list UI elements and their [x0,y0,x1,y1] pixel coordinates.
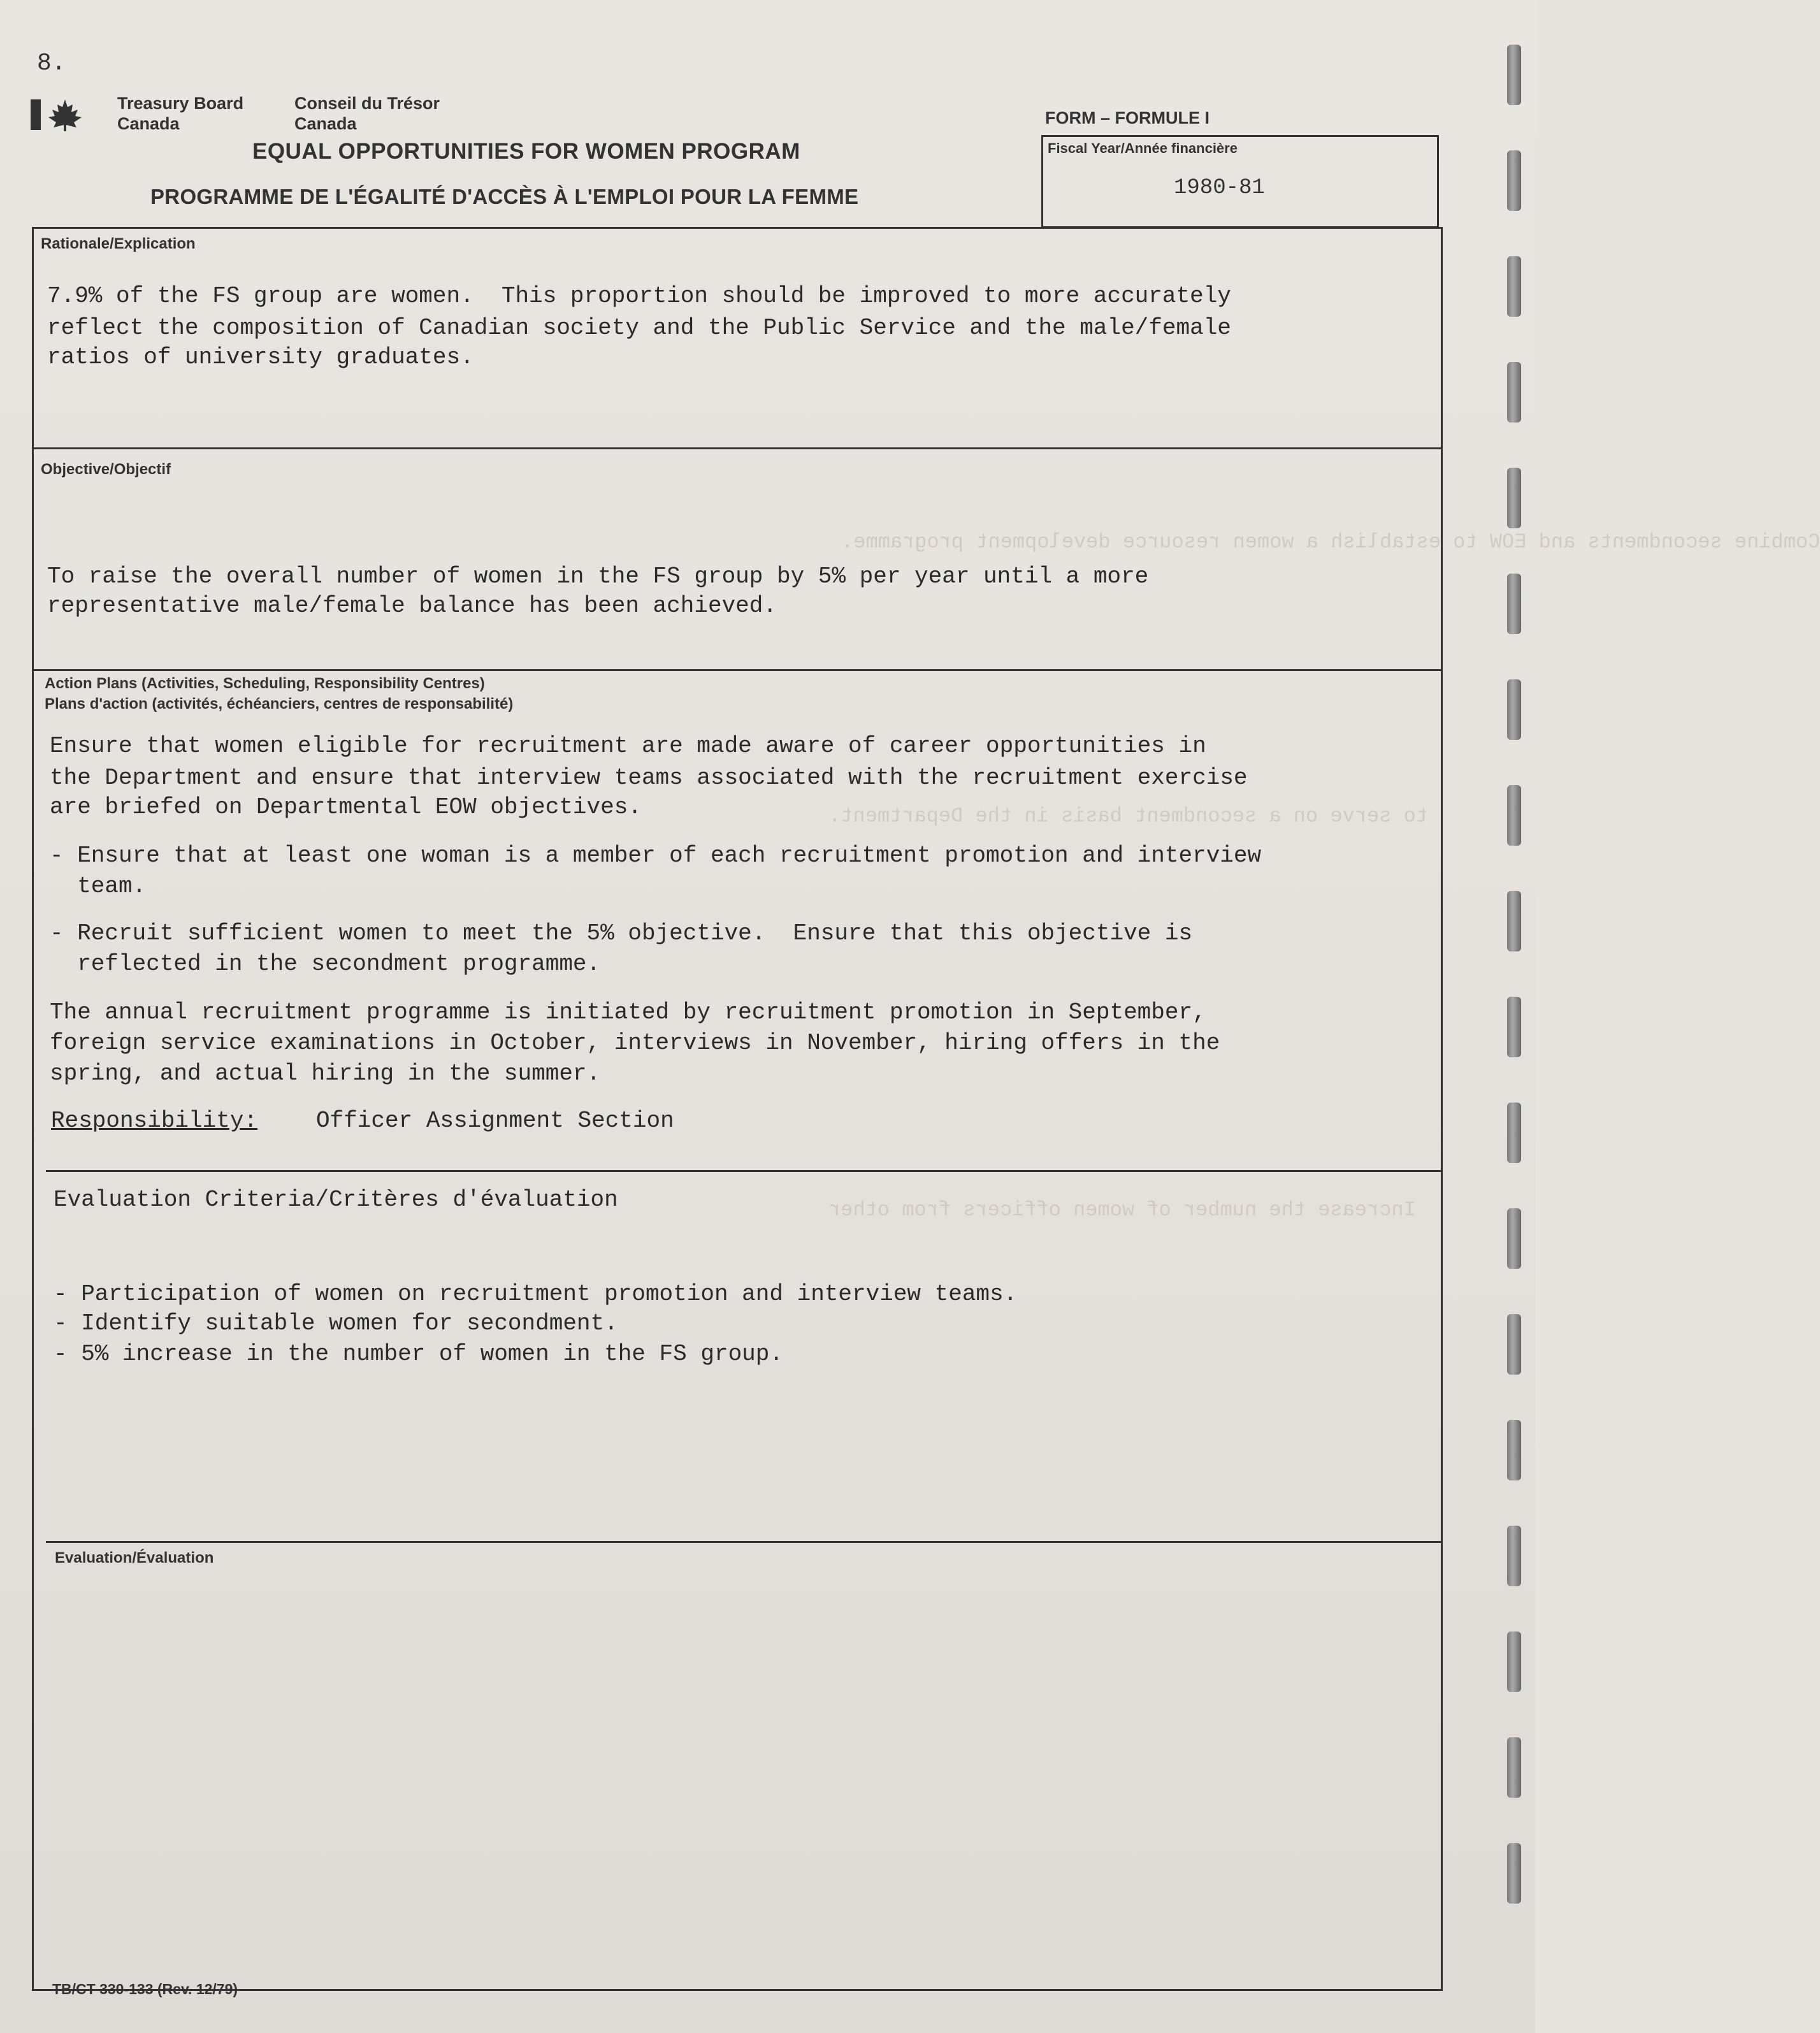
rationale-label: Rationale/Explication [41,235,196,252]
binder-ring [1507,679,1521,740]
bleed-through: to serve on a secondment basis in the Department. [828,804,1428,828]
rationale-line[interactable]: reflect the composition of Canadian society and the Public Service and the male/female [47,315,1231,341]
binder-ring [1507,785,1521,846]
binder-ring [1507,150,1521,211]
agency-fr-line2: Canada [294,114,357,133]
divider-objective-action [32,669,1443,671]
action-para2-line[interactable]: The annual recruitment programme is initiated by recruitment promotion in September, [50,999,1206,1025]
binder-ring [1507,362,1521,423]
binder-ring [1507,1843,1521,1904]
action-bullet1-line[interactable]: team. [50,873,147,899]
agency-en-line2: Canada [117,114,180,133]
evaluation-criteria-label: Evaluation Criteria/Critères d'évaluation [54,1187,618,1213]
action-bullet2-line[interactable]: reflected in the secondment programme. [50,951,601,977]
page-number: 8. [37,50,66,77]
treasury-board-en [117,93,243,134]
binder-ring [1507,1314,1521,1375]
evaluation-criteria-item[interactable]: - Identify suitable women for secondment. [54,1310,618,1336]
agency-fr-line1: Conseil du Trésor [294,94,440,113]
binder-ring [1507,256,1521,317]
binder-ring [1507,1631,1521,1692]
bleed-through: Combine secondments and EOW to establish a women resource development programme. [841,530,1820,554]
binder-ring [1507,1420,1521,1480]
action-para1-line[interactable]: are briefed on Departmental EOW objectives. [50,794,642,820]
binder-ring [1507,891,1521,951]
treasury-board-fr [294,93,440,134]
rationale-line[interactable]: ratios of university graduates. [47,344,474,370]
action-bullet2-line[interactable]: - Recruit sufficient women to meet the 5% objective. Ensure that this objective is [50,920,1193,946]
action-para2-line[interactable]: foreign service examinations in October, interviews in November, hiring offers in the [50,1030,1220,1056]
divider-responsibility [46,1170,1443,1172]
action-para1-line[interactable]: Ensure that women eligible for recruitment are made aware of career opportunities in [50,733,1206,759]
program-title-en: EQUAL OPPORTUNITIES FOR WOMEN PROGRAM [252,139,800,164]
objective-label: Objective/Objectif [41,461,171,478]
action-plans-label-fr: Plans d'action (activités, échéanciers, centres de responsabilité) [45,695,514,713]
fiscal-year-value[interactable]: 1980-81 [1174,176,1265,200]
rationale-line[interactable]: 7.9% of the FS group are women. This proportion should be improved to more accurately [47,283,1231,309]
binder-ring [1507,1526,1521,1586]
responsibility-value[interactable]: Officer Assignment Section [316,1108,674,1134]
action-para1-line[interactable]: the Department and ensure that interview teams associated with the recruitment exercise [50,765,1248,791]
divider-rationale-objective [32,447,1443,449]
binder-ring [1507,1737,1521,1798]
objective-line[interactable]: representative male/female balance has been achieved. [47,593,777,619]
binder-ring [1507,1103,1521,1163]
evaluation-criteria-item[interactable]: - Participation of women on recruitment promotion and interview teams. [54,1281,1018,1307]
responsibility-label: Responsibility: [51,1108,258,1134]
action-plans-label-en: Action Plans (Activities, Scheduling, Responsibility Centres) [45,675,485,692]
bleed-through: Increase the number of women officers from other [828,1198,1416,1222]
agency-en-line1: Treasury Board [117,94,244,113]
form-number: FORM – FORMULE I [1045,108,1210,127]
program-title-fr: PROGRAMME DE L'ÉGALITÉ D'ACCÈS À L'EMPLOI POUR LA FEMME [150,185,859,208]
binder-ring [1507,574,1521,634]
maple-leaf-flag-icon [31,96,89,134]
fiscal-year-label: Fiscal Year/Année financière [1048,140,1238,156]
objective-line[interactable]: To raise the overall number of women in the FS group by 5% per year until a more [47,563,1149,590]
action-para2-line[interactable]: spring, and actual hiring in the summer. [50,1060,601,1087]
evaluation-criteria-item[interactable]: - 5% increase in the number of women in the FS group. [54,1341,783,1367]
binder-ring [1507,997,1521,1057]
action-bullet1-line[interactable]: - Ensure that at least one woman is a member of each recruitment promotion and interview [50,843,1262,869]
divider-criteria-evaluation [46,1541,1443,1543]
binder-ring [1507,468,1521,528]
binder-ring [1507,45,1521,105]
binder-ring [1507,1208,1521,1269]
evaluation-label: Evaluation/Évaluation [55,1549,214,1566]
form-footer-code: TB/CT 330-133 (Rev. 12/79) [52,1981,238,1997]
